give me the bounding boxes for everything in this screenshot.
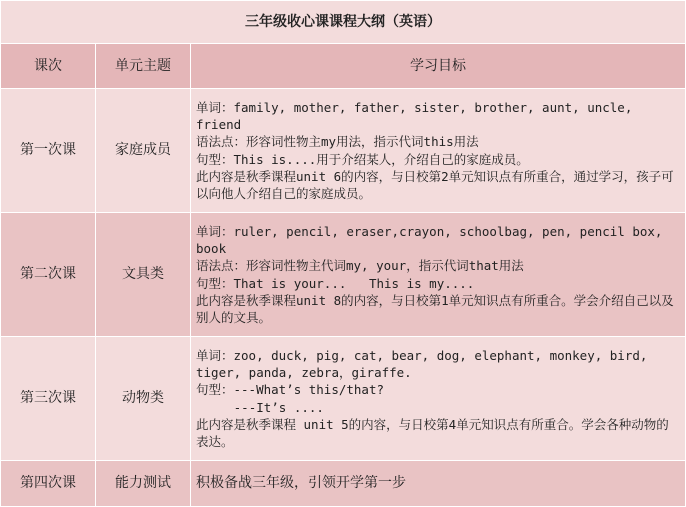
goal-note: 此内容是秋季课程unit 8的内容，与日校第1单元知识点有所重合。学会介绍自己以及别人的文具。: [196, 292, 674, 326]
goal-sentence-answer: ---It’s ....: [196, 399, 324, 415]
table-row: [1, 337, 686, 461]
table-row: [1, 213, 686, 337]
goal-sentence: 句型：That is your... This is my....: [196, 275, 475, 291]
lesson-cell: 第四次课: [1, 461, 96, 507]
goal-grammar: 语法点：形容词性物主代词my, your，指示代词that用法: [196, 258, 524, 274]
goal-note: 积极备战三年级，引领开学第一步: [196, 474, 406, 491]
unit-cell: 家庭成员: [96, 89, 191, 213]
header-unit: 单元主题: [96, 44, 191, 89]
goal-vocabulary: 单词：zoo, duck, pig, cat, bear, dog, elephant, monkey, bird, tiger, panda, zebra，giraffe.: [196, 347, 655, 380]
goal-grammar: 语法点：形容词性物主my用法，指示代词this用法: [196, 134, 479, 150]
goal-cell: [191, 337, 686, 461]
goal-note: 此内容是秋季课程unit 6的内容，与日校第2单元知识点有所重合，通过学习，孩子可以向他人介绍自己的家庭成员。: [196, 168, 674, 202]
table-row: [1, 461, 686, 507]
goal-cell: [191, 89, 686, 213]
lesson-cell: 第二次课: [1, 213, 96, 337]
header-lesson: 课次: [1, 44, 96, 89]
goal-sentence: 句型：This is....用于介绍某人，介绍自己的家庭成员。: [196, 151, 529, 167]
goal-vocabulary: 单词：ruler, pencil, eraser,crayon, schoolbag, pen, pencil box, book: [196, 223, 670, 256]
goal-cell: [191, 213, 686, 337]
goal-vocabulary: 单词：family, mother, father, sister, brother, aunt, uncle, friend: [196, 99, 640, 132]
goal-cell: [191, 461, 686, 507]
goal-note: 此内容是秋季课程 unit 5的内容，与日校第4单元知识点有所重合。学会各种动物的表达。: [196, 416, 669, 450]
header-goal: 学习目标: [191, 44, 686, 89]
lesson-cell: 第一次课: [1, 89, 96, 213]
header-row: [1, 44, 686, 89]
lesson-cell: 第三次课: [1, 337, 96, 461]
goal-sentence: 句型：---What’s this/that?: [196, 382, 385, 398]
unit-cell: 能力测试: [96, 461, 191, 507]
unit-cell: 动物类: [96, 337, 191, 461]
table-title: 三年级收心课课程大纲（英语）: [1, 1, 686, 44]
title-row: [1, 1, 686, 44]
unit-cell: 文具类: [96, 213, 191, 337]
table-row: [1, 89, 686, 213]
